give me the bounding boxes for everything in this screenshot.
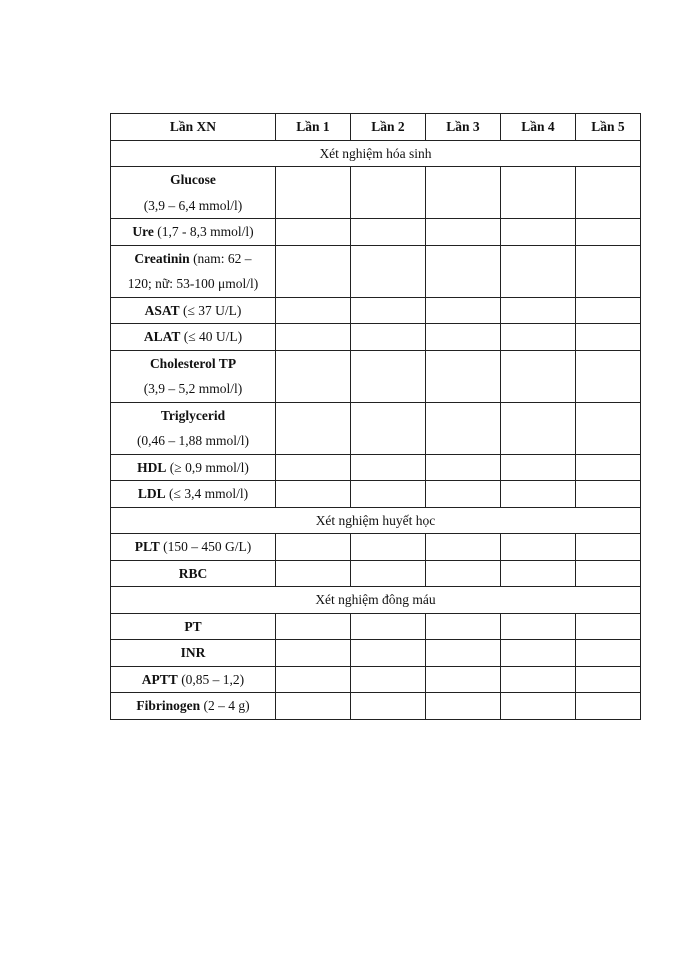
- test-asat: [111, 297, 276, 324]
- result-cell[interactable]: [276, 167, 351, 219]
- result-cell[interactable]: [276, 297, 351, 324]
- table-row: [111, 245, 641, 297]
- result-cell[interactable]: [501, 219, 576, 246]
- table-row: [111, 640, 641, 667]
- result-cell[interactable]: [426, 350, 501, 402]
- result-cell[interactable]: [276, 454, 351, 481]
- result-cell[interactable]: [426, 245, 501, 297]
- lab-results-table: [110, 113, 641, 720]
- result-cell[interactable]: [351, 245, 426, 297]
- result-cell[interactable]: [501, 324, 576, 351]
- result-cell[interactable]: [501, 350, 576, 402]
- result-cell[interactable]: [276, 324, 351, 351]
- result-cell[interactable]: [351, 613, 426, 640]
- result-cell[interactable]: [576, 534, 641, 561]
- result-cell[interactable]: [426, 534, 501, 561]
- test-name: APTT: [141, 671, 178, 687]
- result-cell[interactable]: [576, 219, 641, 246]
- result-cell[interactable]: [351, 666, 426, 693]
- test-pt: [111, 613, 276, 640]
- table-row: [111, 350, 641, 402]
- result-cell[interactable]: [501, 454, 576, 481]
- table-row: [111, 666, 641, 693]
- result-cell[interactable]: [351, 454, 426, 481]
- test-name: Fibrinogen: [136, 698, 201, 713]
- result-cell[interactable]: [351, 534, 426, 561]
- result-cell[interactable]: [351, 167, 426, 219]
- result-cell[interactable]: [276, 350, 351, 402]
- header-visit-1: Lần 1: [276, 114, 351, 141]
- result-cell[interactable]: [351, 297, 426, 324]
- result-cell[interactable]: [426, 402, 501, 454]
- test-name: HDL: [137, 459, 167, 475]
- result-cell[interactable]: [276, 481, 351, 508]
- section-hematology: Xét nghiệm huyết học: [111, 507, 641, 534]
- section-biochem: Xét nghiệm hóa sinh: [111, 140, 641, 167]
- result-cell[interactable]: [576, 666, 641, 693]
- test-range: (≤ 37 U/L): [179, 302, 242, 318]
- header-visit-4: Lần 4: [501, 114, 576, 141]
- result-cell[interactable]: [351, 693, 426, 720]
- test-range: (3,9 – 5,2 mmol/l): [143, 381, 243, 396]
- result-cell[interactable]: [501, 402, 576, 454]
- section-coagulation: Xét nghiệm đông máu: [111, 587, 641, 614]
- test-triglycerid: [111, 402, 276, 454]
- result-cell[interactable]: [351, 219, 426, 246]
- result-cell[interactable]: [576, 350, 641, 402]
- test-range: (1,7 - 8,3 mmol/l): [153, 224, 254, 239]
- test-fibrinogen: [111, 693, 276, 720]
- result-cell[interactable]: [276, 219, 351, 246]
- result-cell[interactable]: [501, 613, 576, 640]
- test-range: (≥ 0,9 mmol/l): [166, 459, 249, 475]
- test-name: ASAT: [144, 302, 180, 318]
- test-range: (150 – 450 G/L): [159, 539, 252, 554]
- test-name: Cholesterol TP: [149, 355, 237, 371]
- table-row: [111, 560, 641, 587]
- table-row: [111, 402, 641, 454]
- result-cell[interactable]: [501, 640, 576, 667]
- result-cell[interactable]: [351, 324, 426, 351]
- result-cell[interactable]: [276, 666, 351, 693]
- test-name: Ure: [132, 224, 154, 239]
- table-row: [111, 167, 641, 219]
- result-cell[interactable]: [276, 640, 351, 667]
- result-cell[interactable]: [426, 640, 501, 667]
- test-range: (3,9 – 6,4 mmol/l): [143, 197, 243, 213]
- result-cell[interactable]: [276, 245, 351, 297]
- test-glucose: [111, 167, 276, 219]
- table-row: [111, 693, 641, 720]
- test-plt: [111, 534, 276, 561]
- test-range: (≤ 40 U/L): [180, 329, 243, 344]
- test-name: LDL: [137, 486, 166, 501]
- table-row: [111, 324, 641, 351]
- result-cell[interactable]: [576, 324, 641, 351]
- result-cell[interactable]: [576, 297, 641, 324]
- result-cell[interactable]: [426, 297, 501, 324]
- test-range: (0,85 – 1,2): [177, 671, 245, 687]
- test-hdl: [111, 454, 276, 481]
- result-cell[interactable]: [426, 454, 501, 481]
- result-cell[interactable]: [501, 245, 576, 297]
- section-row: [111, 140, 641, 167]
- result-cell[interactable]: [501, 666, 576, 693]
- result-cell[interactable]: [426, 613, 501, 640]
- header-visit-5: Lần 5: [576, 114, 641, 141]
- test-inr: [111, 640, 276, 667]
- result-cell[interactable]: [426, 167, 501, 219]
- result-cell[interactable]: [426, 324, 501, 351]
- result-cell[interactable]: [576, 693, 641, 720]
- test-aptt: [111, 666, 276, 693]
- test-cholesterol: [111, 350, 276, 402]
- result-cell[interactable]: [576, 640, 641, 667]
- test-name: Glucose: [170, 172, 216, 187]
- result-cell[interactable]: [426, 560, 501, 587]
- result-cell[interactable]: [351, 350, 426, 402]
- result-cell[interactable]: [426, 666, 501, 693]
- result-cell[interactable]: [576, 454, 641, 481]
- result-cell[interactable]: [351, 402, 426, 454]
- result-cell[interactable]: [276, 534, 351, 561]
- test-ldl: [111, 481, 276, 508]
- test-rbc: [111, 560, 276, 587]
- test-alat: [111, 324, 276, 351]
- result-cell[interactable]: [351, 481, 426, 508]
- test-range: (0,46 – 1,88 mmol/l): [136, 433, 250, 448]
- result-cell[interactable]: [576, 560, 641, 587]
- test-name: INR: [180, 645, 206, 660]
- table-row: [111, 297, 641, 324]
- section-row: [111, 587, 641, 614]
- test-ure: [111, 219, 276, 246]
- result-cell[interactable]: [276, 560, 351, 587]
- result-cell[interactable]: [276, 613, 351, 640]
- header-row: [111, 114, 641, 141]
- test-name: PLT: [134, 539, 160, 554]
- result-cell[interactable]: [501, 693, 576, 720]
- test-name: PT: [184, 618, 202, 634]
- test-name: Creatinin: [134, 250, 190, 266]
- result-cell[interactable]: [426, 219, 501, 246]
- result-cell[interactable]: [576, 613, 641, 640]
- table-row: [111, 481, 641, 508]
- header-test-label: Lần XN: [111, 114, 276, 141]
- test-range: (2 – 4 g): [200, 698, 250, 713]
- table-row: [111, 613, 641, 640]
- test-range: (nam: 62 –: [189, 250, 252, 266]
- result-cell[interactable]: [501, 560, 576, 587]
- result-cell[interactable]: [426, 481, 501, 508]
- result-cell[interactable]: [351, 560, 426, 587]
- table-row: [111, 219, 641, 246]
- result-cell[interactable]: [501, 167, 576, 219]
- test-name: Triglycerid: [160, 407, 226, 423]
- test-name: RBC: [178, 565, 208, 581]
- section-row: [111, 507, 641, 534]
- table-row: [111, 534, 641, 561]
- test-range: (≤ 3,4 mmol/l): [165, 486, 249, 501]
- result-cell[interactable]: [426, 693, 501, 720]
- result-cell[interactable]: [576, 245, 641, 297]
- result-cell[interactable]: [276, 402, 351, 454]
- result-cell[interactable]: [351, 640, 426, 667]
- header-visit-2: Lần 2: [351, 114, 426, 141]
- test-range-cont: 120; nữ: 53-100 μmol/l): [127, 276, 259, 291]
- test-creatinin: [111, 245, 276, 297]
- result-cell[interactable]: [576, 167, 641, 219]
- header-visit-3: Lần 3: [426, 114, 501, 141]
- result-cell[interactable]: [501, 481, 576, 508]
- table-row: [111, 454, 641, 481]
- result-cell[interactable]: [576, 481, 641, 508]
- test-name: ALAT: [143, 329, 181, 344]
- result-cell[interactable]: [501, 534, 576, 561]
- result-cell[interactable]: [501, 297, 576, 324]
- result-cell[interactable]: [276, 693, 351, 720]
- result-cell[interactable]: [576, 402, 641, 454]
